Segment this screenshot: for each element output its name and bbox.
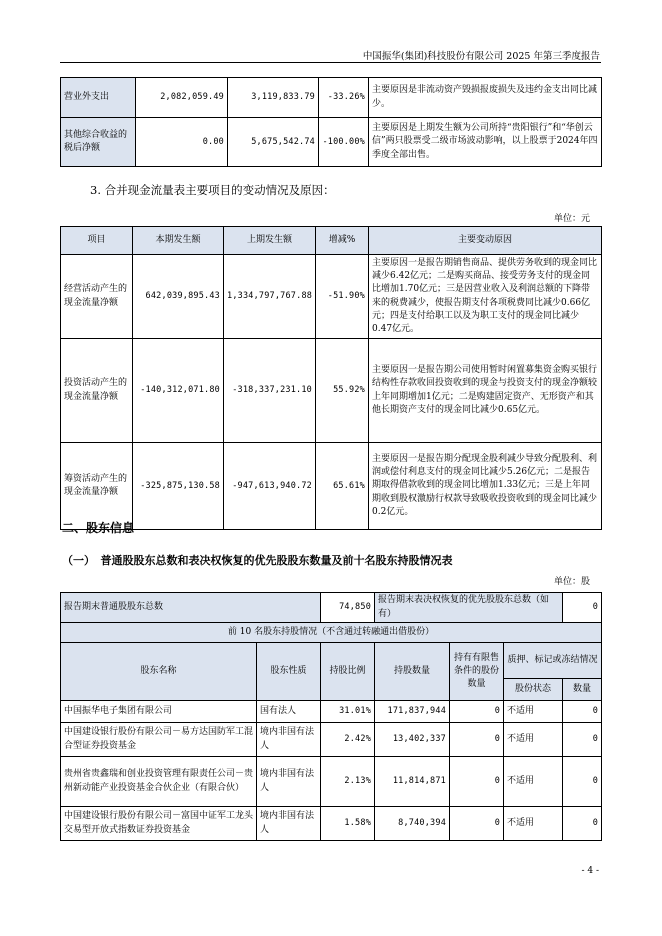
change-cell: 65.61%	[316, 443, 369, 530]
shareholder-restricted: 0	[450, 701, 504, 723]
cashflow-unit-label: 单位：元	[553, 214, 590, 224]
shareholder-qty: 8,740,394	[375, 807, 450, 841]
col-header-reason: 主要变动原因	[369, 227, 602, 255]
table-row	[61, 78, 602, 118]
current-cell: -140,312,071.80	[133, 339, 224, 443]
shareholder-name: 贵州省贵鑫瑞和创业投资管理有限责任公司－贵州新动能产业投资基金合伙企业（有限合伙）	[61, 757, 257, 807]
reason-cell: 主要原因一是报告期销售商品、提供劳务收到的现金同比减少6.42亿元；二是购买商品、接受劳务支付的现金同比增加1.70亿元；三是因营业收入及利润总额的下降带来的税费减少，使报告期支付各项税费同比减少0.66亿元；四是支付给职工以及为职工支付的现金同比减少0.47亿元。	[369, 255, 602, 339]
cashflow-table	[60, 226, 602, 530]
preferred-shareholders-label: 报告期末表决权恢复的优先股股东总数（如有）	[375, 593, 563, 623]
shareholder-status: 不适用	[504, 701, 563, 723]
col-header-item: 项目	[61, 227, 133, 255]
page-header: 中国振华(集团)科技股份有限公司 2025 年第三季度报告	[362, 51, 600, 62]
item-cell: 经营活动产生的现金流量净额	[61, 255, 133, 339]
preferred-shareholders-value: 0	[563, 593, 602, 623]
col-header-prior: 上期发生额	[224, 227, 316, 255]
total-shareholders-label: 报告期末普通股股东总数	[61, 593, 321, 623]
table-row	[61, 339, 602, 443]
shareholder-nature: 境内非国有法人	[257, 723, 321, 757]
table-row	[61, 723, 602, 757]
reason-cell: 主要原因是上期发生额为公司所持“贵阳银行”和“华创云信”两只股票受二级市场波动影响，以上股票于2024年四季度全部出售。	[369, 118, 602, 167]
col-header-current: 本期发生额	[133, 227, 224, 255]
reason-cell: 主要原因一是报告期分配现金股利减少导致分配股利、利润或偿付利息支付的现金同比减少5.26亿元；二是报告期取得借款收到的现金同比增加1.33亿元；三是上年同期收到股权激励行权款导致吸收投资收到的现金同比减少0.2亿元。	[369, 443, 602, 530]
shareholder-nature: 国有法人	[257, 701, 321, 723]
shareholder-nature: 境内非国有法人	[257, 757, 321, 807]
income-items-table	[60, 77, 602, 167]
table-row	[61, 118, 602, 167]
table-header-row	[61, 227, 602, 255]
shareholder-unit-label: 单位：股	[553, 577, 590, 587]
shareholder-ratio: 2.42%	[321, 723, 375, 757]
shareholder-name: 中国建设银行股份有限公司－易方达国防军工混合型证券投资基金	[61, 723, 257, 757]
table-row	[61, 255, 602, 339]
shareholder-ratio: 31.01%	[321, 701, 375, 723]
reason-cell: 主要原因一是报告期公司使用暂时闲置募集资金购买银行结构性存款收回投资收到的现金与投资支付的现金净额较上年同期增加1亿元；二是购建固定资产、无形资产和其他长期资产支付的现金同比减少0.65亿元。	[369, 339, 602, 443]
item-cell: 投资活动产生的现金流量净额	[61, 339, 133, 443]
header-rule	[60, 62, 601, 63]
prior-cell: 1,334,797,767.88	[224, 255, 316, 339]
table-row	[61, 757, 602, 807]
shareholder-count: 0	[563, 807, 602, 841]
col-header-count: 数量	[563, 679, 602, 701]
shareholder-status: 不适用	[504, 757, 563, 807]
prior-cell: -947,613,940.72	[224, 443, 316, 530]
shareholder-restricted: 0	[450, 807, 504, 841]
item-cell: 营业外支出	[61, 78, 136, 118]
col-header-restricted: 持有有限售条件的股份数量	[450, 643, 504, 701]
shareholder-ratio: 1.58%	[321, 807, 375, 841]
change-cell: -33.26%	[319, 78, 369, 118]
shareholder-count: 0	[563, 701, 602, 723]
shareholders-table	[60, 592, 602, 841]
change-cell: -100.00%	[319, 118, 369, 167]
prior-cell: 5,675,542.74	[228, 118, 319, 167]
current-cell: 642,039,895.43	[133, 255, 224, 339]
current-cell: 2,082,059.49	[136, 78, 228, 118]
current-cell: -325,875,130.58	[133, 443, 224, 530]
shareholder-restricted: 0	[450, 723, 504, 757]
shareholder-nature: 境内非国有法人	[257, 807, 321, 841]
shareholder-status: 不适用	[504, 807, 563, 841]
cashflow-section-caption: 3. 合并现金流量表主要项目的变动情况及原因：	[90, 183, 335, 197]
col-header-qty: 持股数量	[375, 643, 450, 701]
change-cell: -51.90%	[316, 255, 369, 339]
shareholder-count: 0	[563, 757, 602, 807]
col-header-change: 增减%	[316, 227, 369, 255]
shareholder-name: 中国建设银行股份有限公司－富国中证军工龙头交易型开放式指数证券投资基金	[61, 807, 257, 841]
page-number: - 4 -	[581, 866, 599, 876]
prior-cell: -318,337,231.10	[224, 339, 316, 443]
current-cell: 0.00	[136, 118, 228, 167]
col-header-name: 股东名称	[61, 643, 257, 701]
top10-title-row	[61, 623, 602, 643]
table-row	[61, 443, 602, 530]
shareholder-name: 中国振华电子集团有限公司	[61, 701, 257, 723]
col-header-status: 股份状态	[504, 679, 563, 701]
table-row	[61, 701, 602, 723]
top10-title: 前 10 名股东持股情况（不含通过转融通出借股份）	[61, 623, 602, 643]
shareholder-qty: 11,814,871	[375, 757, 450, 807]
col-header-nature: 股东性质	[257, 643, 321, 701]
item-cell: 筹资活动产生的现金流量净额	[61, 443, 133, 530]
col-header-pledge: 质押、标记或冻结情况	[504, 643, 602, 679]
total-shareholders-row	[61, 593, 602, 623]
reason-cell: 主要原因是非流动资产毁损报废损失及违约金支出同比减少。	[369, 78, 602, 118]
total-shareholders-value: 74,850	[321, 593, 375, 623]
shareholder-qty: 171,837,944	[375, 701, 450, 723]
shareholder-section-heading: 二、股东信息	[62, 521, 135, 535]
item-cell: 其他综合收益的税后净额	[61, 118, 136, 167]
shareholder-status: 不适用	[504, 723, 563, 757]
col-header-ratio: 持股比例	[321, 643, 375, 701]
prior-cell: 3,119,833.79	[228, 78, 319, 118]
table-row	[61, 807, 602, 841]
change-cell: 55.92%	[316, 339, 369, 443]
shareholder-subheading: （一） 普通股股东总数和表决权恢复的优先股股东数量及前十名股东持股情况表	[62, 554, 453, 567]
shareholder-ratio: 2.13%	[321, 757, 375, 807]
shareholder-count: 0	[563, 723, 602, 757]
shareholder-restricted: 0	[450, 757, 504, 807]
shareholder-qty: 13,402,337	[375, 723, 450, 757]
table-header-row	[61, 643, 602, 679]
